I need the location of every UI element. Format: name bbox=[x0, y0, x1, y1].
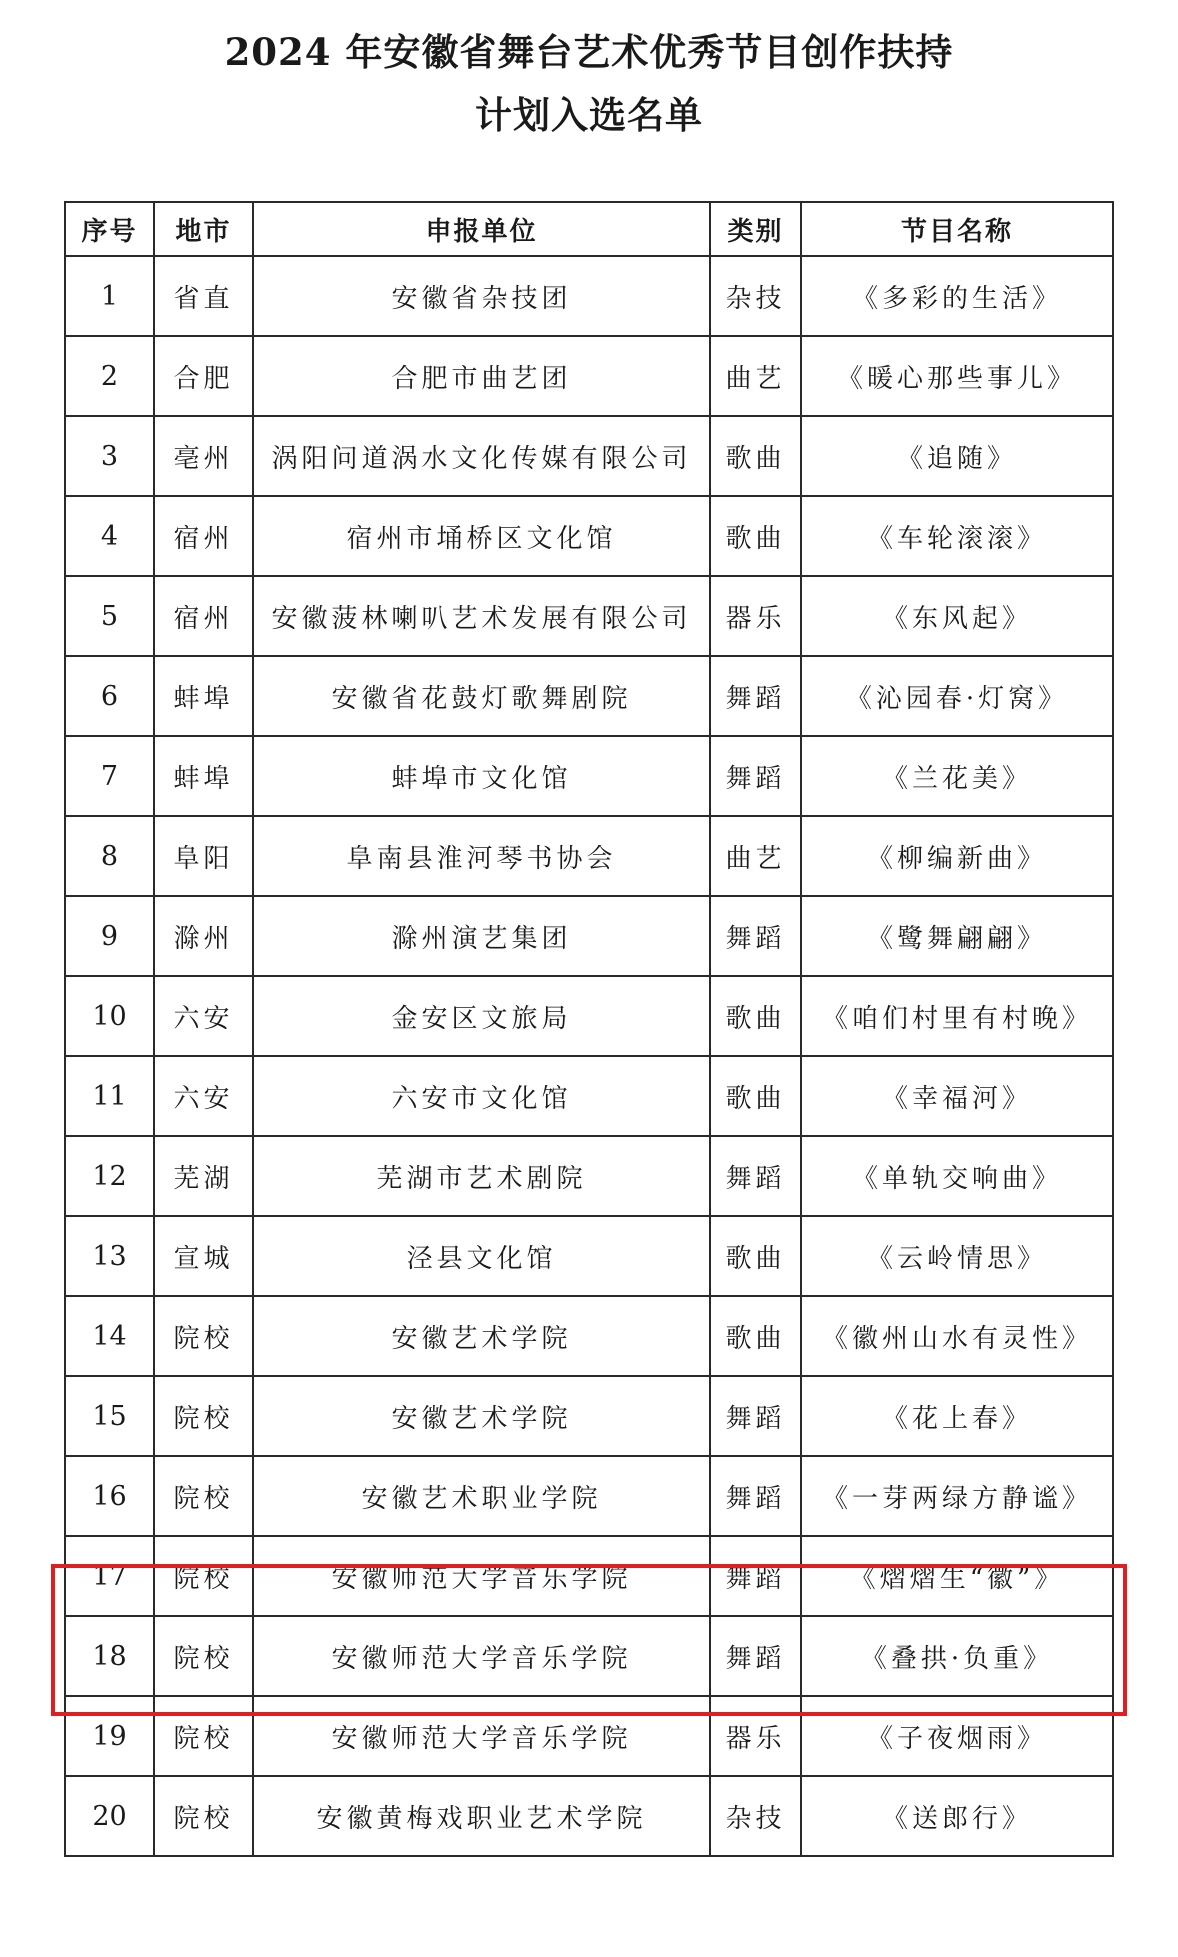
cell-unit: 安徽师范大学音乐学院 bbox=[253, 1616, 710, 1696]
table-row bbox=[65, 736, 1113, 816]
cell-index: 13 bbox=[65, 1216, 154, 1296]
cell-city: 亳州 bbox=[154, 416, 253, 496]
cell-index: 10 bbox=[65, 976, 154, 1056]
cell-program: 《子夜烟雨》 bbox=[801, 1696, 1113, 1776]
cell-city: 宿州 bbox=[154, 496, 253, 576]
cell-program: 《熠熠生“徽”》 bbox=[801, 1536, 1113, 1616]
cell-index: 19 bbox=[65, 1696, 154, 1776]
cell-city: 宿州 bbox=[154, 576, 253, 656]
cell-category: 舞蹈 bbox=[710, 1536, 801, 1616]
header-city: 地市 bbox=[154, 202, 253, 256]
cell-category: 曲艺 bbox=[710, 816, 801, 896]
table-row bbox=[65, 256, 1113, 336]
cell-category: 歌曲 bbox=[710, 1296, 801, 1376]
cell-index: 17 bbox=[65, 1536, 154, 1616]
cell-index: 6 bbox=[65, 656, 154, 736]
cell-index: 5 bbox=[65, 576, 154, 656]
cell-index: 2 bbox=[65, 336, 154, 416]
cell-city: 滁州 bbox=[154, 896, 253, 976]
cell-index: 3 bbox=[65, 416, 154, 496]
header-unit: 申报单位 bbox=[253, 202, 710, 256]
cell-index: 12 bbox=[65, 1136, 154, 1216]
cell-category: 曲艺 bbox=[710, 336, 801, 416]
cell-category: 舞蹈 bbox=[710, 1616, 801, 1696]
header-program: 节目名称 bbox=[801, 202, 1113, 256]
cell-unit: 滁州演艺集团 bbox=[253, 896, 710, 976]
cell-program: 《多彩的生活》 bbox=[801, 256, 1113, 336]
cell-category: 杂技 bbox=[710, 1776, 801, 1856]
cell-category: 歌曲 bbox=[710, 496, 801, 576]
cell-program: 《车轮滚滚》 bbox=[801, 496, 1113, 576]
cell-index: 16 bbox=[65, 1456, 154, 1536]
cell-category: 舞蹈 bbox=[710, 1376, 801, 1456]
cell-unit: 泾县文化馆 bbox=[253, 1216, 710, 1296]
table-row bbox=[65, 1776, 1113, 1856]
cell-program: 《柳编新曲》 bbox=[801, 816, 1113, 896]
cell-index: 11 bbox=[65, 1056, 154, 1136]
cell-unit: 安徽省杂技团 bbox=[253, 256, 710, 336]
table-row bbox=[65, 1456, 1113, 1536]
cell-unit: 安徽艺术职业学院 bbox=[253, 1456, 710, 1536]
cell-unit: 蚌埠市文化馆 bbox=[253, 736, 710, 816]
cell-program: 《咱们村里有村晚》 bbox=[801, 976, 1113, 1056]
cell-program: 《暖心那些事儿》 bbox=[801, 336, 1113, 416]
cell-unit: 合肥市曲艺团 bbox=[253, 336, 710, 416]
cell-index: 14 bbox=[65, 1296, 154, 1376]
cell-category: 舞蹈 bbox=[710, 1136, 801, 1216]
cell-city: 芜湖 bbox=[154, 1136, 253, 1216]
cell-unit: 六安市文化馆 bbox=[253, 1056, 710, 1136]
cell-category: 歌曲 bbox=[710, 1056, 801, 1136]
cell-unit: 安徽师范大学音乐学院 bbox=[253, 1696, 710, 1776]
cell-index: 1 bbox=[65, 256, 154, 336]
cell-unit: 安徽师范大学音乐学院 bbox=[253, 1536, 710, 1616]
document-title-line-2: 计划入选名单 bbox=[475, 93, 703, 137]
cell-unit: 安徽艺术学院 bbox=[253, 1376, 710, 1456]
highlight-box bbox=[51, 1564, 1127, 1716]
table-row bbox=[65, 336, 1113, 416]
cell-category: 舞蹈 bbox=[710, 896, 801, 976]
cell-program: 《鹭舞翩翩》 bbox=[801, 896, 1113, 976]
cell-unit: 安徽黄梅戏职业艺术学院 bbox=[253, 1776, 710, 1856]
cell-index: 15 bbox=[65, 1376, 154, 1456]
table-row bbox=[65, 816, 1113, 896]
cell-city: 六安 bbox=[154, 976, 253, 1056]
cell-index: 8 bbox=[65, 816, 154, 896]
cell-program: 《一芽两绿方静谧》 bbox=[801, 1456, 1113, 1536]
cell-category: 歌曲 bbox=[710, 1216, 801, 1296]
cell-index: 4 bbox=[65, 496, 154, 576]
cell-unit: 芜湖市艺术剧院 bbox=[253, 1136, 710, 1216]
table-row bbox=[65, 496, 1113, 576]
table-row bbox=[65, 976, 1113, 1056]
cell-program: 《沁园春·灯窝》 bbox=[801, 656, 1113, 736]
cell-index: 20 bbox=[65, 1776, 154, 1856]
cell-program: 《单轨交响曲》 bbox=[801, 1136, 1113, 1216]
cell-city: 宣城 bbox=[154, 1216, 253, 1296]
cell-category: 舞蹈 bbox=[710, 736, 801, 816]
cell-index: 18 bbox=[65, 1616, 154, 1696]
cell-city: 院校 bbox=[154, 1616, 253, 1696]
cell-category: 器乐 bbox=[710, 1696, 801, 1776]
cell-city: 蚌埠 bbox=[154, 656, 253, 736]
header-category: 类别 bbox=[710, 202, 801, 256]
table-header-row bbox=[65, 202, 1113, 256]
cell-city: 院校 bbox=[154, 1456, 253, 1536]
cell-category: 器乐 bbox=[710, 576, 801, 656]
cell-program: 《云岭情思》 bbox=[801, 1216, 1113, 1296]
table-row bbox=[65, 656, 1113, 736]
cell-program: 《徽州山水有灵性》 bbox=[801, 1296, 1113, 1376]
table-row bbox=[65, 1376, 1113, 1456]
cell-category: 歌曲 bbox=[710, 976, 801, 1056]
cell-city: 院校 bbox=[154, 1376, 253, 1456]
cell-unit: 金安区文旅局 bbox=[253, 976, 710, 1056]
cell-index: 7 bbox=[65, 736, 154, 816]
cell-city: 省直 bbox=[154, 256, 253, 336]
cell-program: 《幸福河》 bbox=[801, 1056, 1113, 1136]
cell-city: 院校 bbox=[154, 1696, 253, 1776]
cell-unit: 阜南县淮河琴书协会 bbox=[253, 816, 710, 896]
header-index: 序号 bbox=[65, 202, 154, 256]
cell-unit: 安徽艺术学院 bbox=[253, 1296, 710, 1376]
cell-city: 院校 bbox=[154, 1296, 253, 1376]
cell-city: 六安 bbox=[154, 1056, 253, 1136]
table-row bbox=[65, 1056, 1113, 1136]
cell-program: 《兰花美》 bbox=[801, 736, 1113, 816]
cell-city: 蚌埠 bbox=[154, 736, 253, 816]
cell-unit: 涡阳问道涡水文化传媒有限公司 bbox=[253, 416, 710, 496]
table-row bbox=[65, 1216, 1113, 1296]
table-row bbox=[65, 1136, 1113, 1216]
cell-unit: 安徽菠林喇叭艺术发展有限公司 bbox=[253, 576, 710, 656]
table-row bbox=[65, 896, 1113, 976]
table-row bbox=[65, 576, 1113, 656]
cell-category: 歌曲 bbox=[710, 416, 801, 496]
cell-program: 《东风起》 bbox=[801, 576, 1113, 656]
cell-unit: 宿州市埇桥区文化馆 bbox=[253, 496, 710, 576]
cell-city: 合肥 bbox=[154, 336, 253, 416]
cell-city: 院校 bbox=[154, 1776, 253, 1856]
cell-city: 阜阳 bbox=[154, 816, 253, 896]
cell-city: 院校 bbox=[154, 1536, 253, 1616]
cell-unit: 安徽省花鼓灯歌舞剧院 bbox=[253, 656, 710, 736]
cell-program: 《花上春》 bbox=[801, 1376, 1113, 1456]
table-row bbox=[65, 416, 1113, 496]
cell-category: 舞蹈 bbox=[710, 1456, 801, 1536]
cell-program: 《送郎行》 bbox=[801, 1776, 1113, 1856]
cell-program: 《追随》 bbox=[801, 416, 1113, 496]
cell-index: 9 bbox=[65, 896, 154, 976]
cell-category: 杂技 bbox=[710, 256, 801, 336]
document-title-line-1: 2024 年安徽省舞台艺术优秀节目创作扶持 bbox=[224, 30, 954, 74]
table-row bbox=[65, 1296, 1113, 1376]
cell-program: 《叠拱·负重》 bbox=[801, 1616, 1113, 1696]
cell-category: 舞蹈 bbox=[710, 656, 801, 736]
